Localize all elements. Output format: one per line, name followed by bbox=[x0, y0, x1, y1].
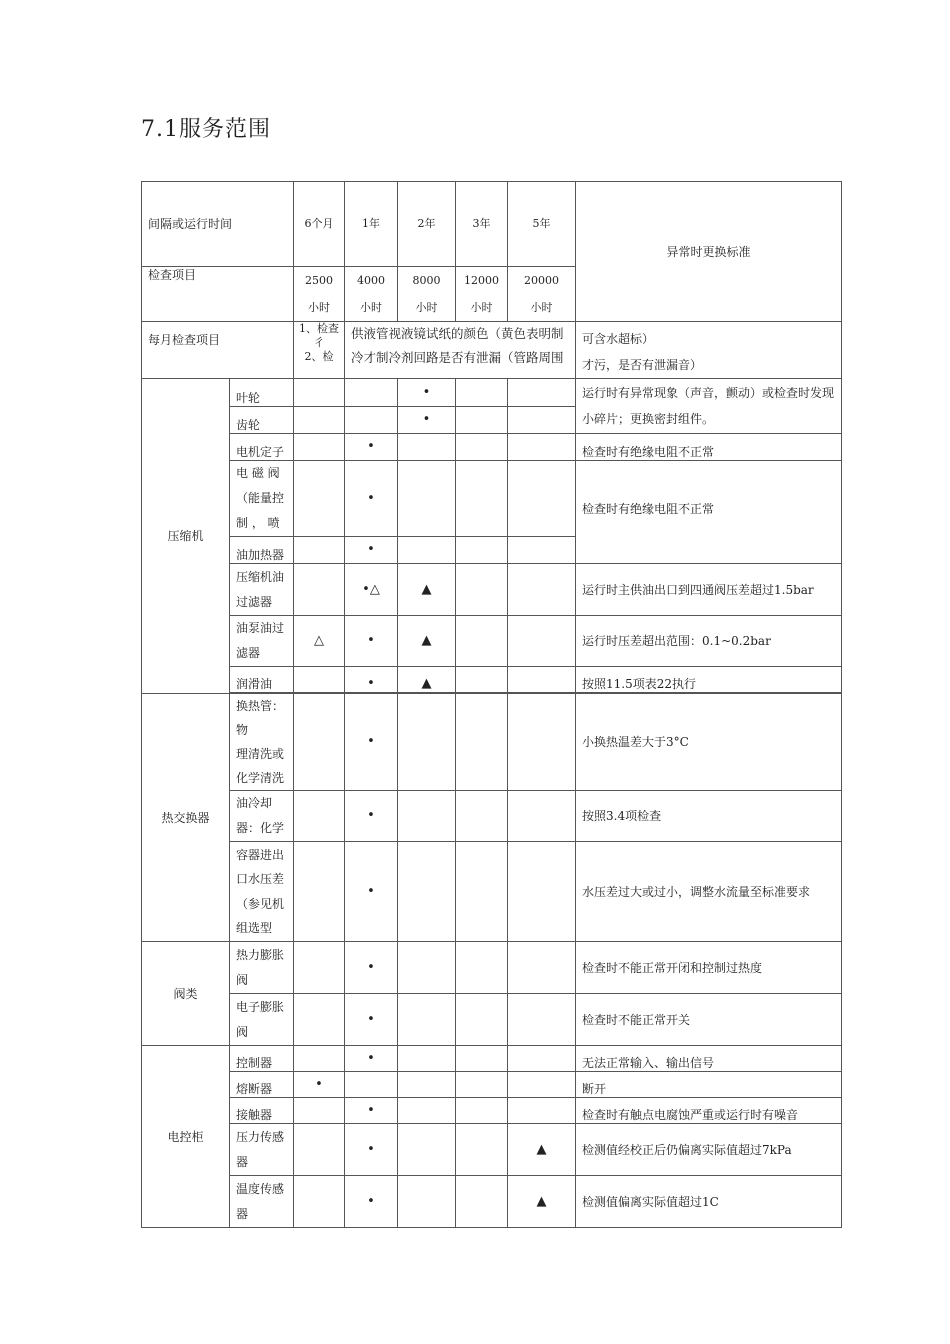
item-controller: 控制器 bbox=[230, 1046, 294, 1072]
mark-open-triangle: △ bbox=[294, 616, 345, 667]
item-pressure-diff: 容器进出 口水压差 （参见机 组选型 bbox=[230, 842, 294, 942]
mark-dot: • bbox=[345, 1176, 398, 1228]
table-row bbox=[142, 322, 842, 379]
hours-8000: 8000 小时 bbox=[398, 267, 456, 322]
item-impeller: 叶轮 bbox=[230, 379, 294, 407]
period-2y: 2年 bbox=[398, 182, 456, 267]
item-temp-sensor: 温度传感 器 bbox=[230, 1176, 294, 1228]
criterion-temp-sensor: 检测值偏离实际值超过1C bbox=[576, 1176, 842, 1228]
mark-dot: • bbox=[345, 537, 398, 564]
item-oil-filter: 压缩机油 过滤器 bbox=[230, 564, 294, 616]
table-row bbox=[142, 434, 842, 461]
criterion-impeller-gear: 运行时有异常现象（声音，颤动）或检查时发现小碎片；更换密封组件。 bbox=[576, 379, 842, 434]
item-electronic-valve: 电子膨胀 阀 bbox=[230, 994, 294, 1046]
table-row bbox=[142, 694, 842, 791]
table-row bbox=[142, 564, 842, 616]
criterion-pump-filter: 运行时压差超出范围：0.1~0.2bar bbox=[576, 616, 842, 667]
mark-filled-triangle: ▲ bbox=[398, 564, 456, 616]
period-5y: 5年 bbox=[508, 182, 576, 267]
criterion-contactor: 检查时有触点电腐蚀严重或运行时有噪音 bbox=[576, 1098, 842, 1124]
mark-dot: • bbox=[398, 407, 456, 434]
group-valves: 阀类 bbox=[142, 942, 230, 1046]
mark-dot: • bbox=[345, 667, 398, 693]
item-pressure-sensor: 压力传感 器 bbox=[230, 1124, 294, 1176]
monthly-col1: 1、检查彳 2、检 bbox=[294, 322, 345, 379]
table-row bbox=[142, 461, 842, 537]
criterion-pressure-sensor: 检测值经校正后仍偏离实际值超过7kPa bbox=[576, 1124, 842, 1176]
criterion-fuse: 断开 bbox=[576, 1072, 842, 1098]
item-tubes: 换热管：物 理清洗或 化学清洗 bbox=[230, 694, 294, 791]
hours-2500: 2500 小时 bbox=[294, 267, 345, 322]
criterion-tubes: 小换热温差大于3°C bbox=[576, 694, 842, 791]
table-row bbox=[142, 1124, 842, 1176]
interval-label: 间隔或运行时间 bbox=[148, 217, 233, 231]
criterion-header: 异常时更换标准 bbox=[576, 182, 842, 322]
criterion-solenoid: 检查时有绝缘电阻不正常 bbox=[576, 461, 842, 564]
table-row bbox=[142, 667, 842, 693]
item-lube: 润滑油 bbox=[230, 667, 294, 693]
table-row bbox=[142, 379, 842, 407]
group-exchanger: 热交换器 bbox=[142, 694, 230, 942]
criterion-thermal-valve: 检查时不能正常开闭和控制过热度 bbox=[576, 942, 842, 994]
period-1y: 1年 bbox=[345, 182, 398, 267]
criterion-lube: 按照11.5项表22执行 bbox=[576, 667, 842, 693]
header-interval-cell bbox=[142, 182, 294, 267]
table-row bbox=[142, 1098, 842, 1124]
item-fuse: 熔断器 bbox=[230, 1072, 294, 1098]
hours-4000: 4000 小时 bbox=[345, 267, 398, 322]
maintenance-table bbox=[141, 181, 842, 1228]
item-contactor: 接触器 bbox=[230, 1098, 294, 1124]
period-3y: 3年 bbox=[456, 182, 508, 267]
item-oil-heater: 油加热器 bbox=[230, 537, 294, 564]
monthly-col3: 可含水超标） 才污，是否有泄漏音） bbox=[576, 322, 842, 379]
item-oil-cooler: 油冷却 器：化学 bbox=[230, 791, 294, 842]
mark-dot: • bbox=[345, 791, 398, 842]
table-row bbox=[142, 842, 842, 942]
mark-dot: • bbox=[345, 1124, 398, 1176]
mark-dot: • bbox=[345, 1098, 398, 1124]
criterion-stator: 检查时有绝缘电阻不正常 bbox=[576, 434, 842, 461]
monthly-col2: 供液管视液镜试纸的颜色（黄色表明制冷才制冷剂回路是否有泄漏（管路周围 bbox=[345, 322, 576, 379]
mark-dot: • bbox=[398, 379, 456, 407]
item-solenoid: 电 磁 阀 （能量控 制 ， 喷 bbox=[230, 461, 294, 537]
item-stator: 电机定子 bbox=[230, 434, 294, 461]
mark-filled-triangle: ▲ bbox=[398, 667, 456, 693]
mark-dot: • bbox=[345, 942, 398, 994]
item-label: 检查项目 bbox=[142, 267, 294, 322]
mark-filled-triangle: ▲ bbox=[508, 1176, 576, 1228]
mark-filled-triangle: ▲ bbox=[508, 1124, 576, 1176]
group-compressor: 压缩机 bbox=[142, 379, 230, 694]
hours-20000: 20000 小时 bbox=[508, 267, 576, 322]
table-row bbox=[142, 616, 842, 667]
table-row bbox=[142, 1046, 842, 1072]
mark-filled-triangle: ▲ bbox=[398, 616, 456, 667]
mark-dot: • bbox=[345, 694, 398, 791]
mark-dot: • bbox=[345, 842, 398, 942]
mark-dot: • bbox=[294, 1072, 345, 1098]
hours-12000: 12000 小时 bbox=[456, 267, 508, 322]
table-row bbox=[142, 1072, 842, 1098]
item-thermal-valve: 热力膨胀 阀 bbox=[230, 942, 294, 994]
table-row bbox=[142, 791, 842, 842]
mark-dot: • bbox=[345, 994, 398, 1046]
table-row bbox=[142, 1176, 842, 1228]
mark-dot-triangle: •△ bbox=[345, 564, 398, 616]
mark-dot: • bbox=[345, 1046, 398, 1072]
mark-dot: • bbox=[345, 461, 398, 537]
mark-dot: • bbox=[345, 434, 398, 461]
item-pump-filter: 油泵油过 滤器 bbox=[230, 616, 294, 667]
table-row bbox=[142, 994, 842, 1046]
period-6m: 6个月 bbox=[294, 182, 345, 267]
group-cabinet: 电控柜 bbox=[142, 1046, 230, 1228]
criterion-controller: 无法正常输入、输出信号 bbox=[576, 1046, 842, 1072]
criterion-oil-filter: 运行时主供油出口到四通阀压差超过1.5bar bbox=[576, 564, 842, 616]
criterion-electronic-valve: 检查时不能正常开关 bbox=[576, 994, 842, 1046]
page-title: 7.1服务范围 bbox=[141, 117, 271, 142]
criterion-pressure-diff: 水压差过大或过小，调整水流量至标准要求 bbox=[576, 842, 842, 942]
criterion-oil-cooler: 按照3.4项检查 bbox=[576, 791, 842, 842]
monthly-label: 每月检查项目 bbox=[142, 322, 294, 379]
table-row bbox=[142, 942, 842, 994]
item-gear: 齿轮 bbox=[230, 407, 294, 434]
mark-dot: • bbox=[345, 616, 398, 667]
